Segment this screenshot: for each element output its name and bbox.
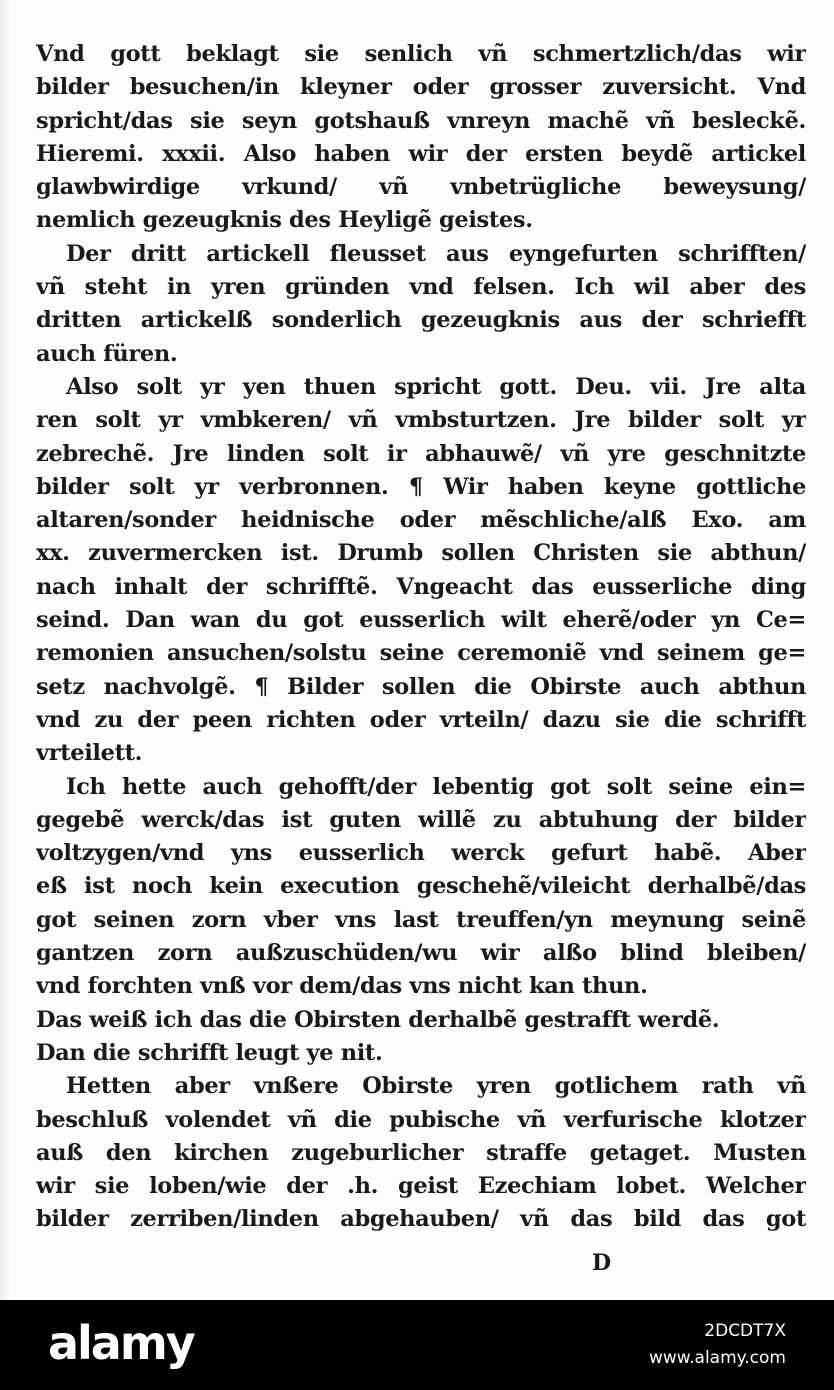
text-line: vñ steht in yren gründen vnd felsen. Ich wil aber des xyxy=(36,274,806,301)
text-line: xx. zuvermercken ist. Drumb sollen Christen sie abthun/ xyxy=(36,540,806,567)
footer-meta xyxy=(649,1318,786,1372)
text-line: Vnd gott beklagt sie senlich vñ schmertzlich/das wir xyxy=(36,41,806,67)
text-line: spricht/das sie seyn gotshauß vnreyn machẽ vñ besleckẽ. xyxy=(36,107,806,134)
site-url: www.alamy.com xyxy=(648,1348,786,1368)
text-line: vnd zu der peen richten oder vrteiln/ dazu sie die schrifft xyxy=(36,706,806,733)
text-line: nach inhalt der schrifftẽ. Vngeacht das eusserliche ding xyxy=(36,573,806,600)
text-line: auch füren. xyxy=(36,340,178,367)
text-line: bilder solt yr verbronnen. ¶ Wir haben keyne gottliche xyxy=(36,473,806,500)
watermark-footer xyxy=(0,1300,834,1390)
text-line: Hieremi. xxxii. Also haben wir der ersten beydẽ artickel xyxy=(36,140,806,167)
text-line: Dan die schrifft leugt ye nit. xyxy=(36,1039,383,1066)
text-line: bilder zerriben/linden abgehauben/ vñ das bild das got xyxy=(36,1206,806,1233)
text-line: Hetten aber vnßere Obirste yren gotlichem rath vñ xyxy=(66,1073,806,1100)
text-line: beschluß volendet vñ die pubische vñ verfurische klotzer xyxy=(36,1106,806,1133)
text-line: vrteilett. xyxy=(36,740,143,767)
text-line: Ich hette auch gehofft/der lebentig got solt seine ein= xyxy=(66,773,806,800)
text-line: setz nachvolgẽ. ¶ Bilder sollen die Obirste auch abthun xyxy=(36,673,806,700)
text-line: voltzygen/vnd yns eusserlich werck gefurt habẽ. Aber xyxy=(36,840,806,867)
text-line: ren solt yr vmbkeren/ vñ vmbsturtzen. Jre bilder solt yr xyxy=(36,407,806,434)
text-line: Das weiß ich das die Obirsten derhalbẽ gestrafft werdẽ. xyxy=(36,1006,720,1033)
text-line: got seinen zorn vber vns last treuffen/yn meynung seinẽ xyxy=(36,906,806,933)
text-line: vnd forchten vnß vor dem/das vns nicht kan thun. xyxy=(36,973,648,1000)
text-line: eß ist noch kein execution geschehẽ/vileicht derhalbẽ/das xyxy=(36,873,806,900)
text-line: seind. Dan wan du got eusserlich wilt eherẽ/oder yn Ce= xyxy=(36,607,806,634)
text-line: remonien ansuchen/solstu seine ceremoniẽ vnd seinem ge= xyxy=(36,640,806,667)
body-text xyxy=(36,38,806,1237)
text-line: gegebẽ werck/das ist guten willẽ zu abtuhung der bilder xyxy=(36,806,806,833)
alamy-logo: alamy xyxy=(48,1316,194,1370)
signature-mark: D xyxy=(592,1250,612,1276)
text-line: nemlich gezeugknis des Heyligẽ geistes. xyxy=(36,207,533,234)
text-line: glawbwirdige vrkund/ vñ vnbetrügliche beweysung/ xyxy=(36,174,806,201)
text-line: zebrechẽ. Jre linden solt ir abhauwẽ/ vñ yre geschnitzte xyxy=(36,440,806,467)
text-line: auß den kirchen zugeburlicher straffe getaget. Musten xyxy=(36,1139,806,1166)
text-line: wir sie loben/wie der .h. geist Ezechiam lobet. Welcher xyxy=(36,1173,806,1200)
text-line: gantzen zorn außzuschüden/wu wir alßo blind bleiben/ xyxy=(36,940,806,967)
text-line: altaren/sonder heidnische oder mẽschliche/alß Exo. am xyxy=(36,507,806,534)
image-id: 2DCDT7X xyxy=(704,1321,786,1341)
text-line: Der dritt artickell fleusset aus eyngefurten schrifften/ xyxy=(66,240,806,267)
text-line: Also solt yr yen thuen spricht gott. Deu. vii. Jre alta xyxy=(66,373,806,400)
text-line: bilder besuchen/in kleyner oder grosser zuversicht. Vnd xyxy=(36,74,806,101)
text-line: dritten artickelß sonderlich gezeugknis aus der schriefft xyxy=(36,307,806,334)
